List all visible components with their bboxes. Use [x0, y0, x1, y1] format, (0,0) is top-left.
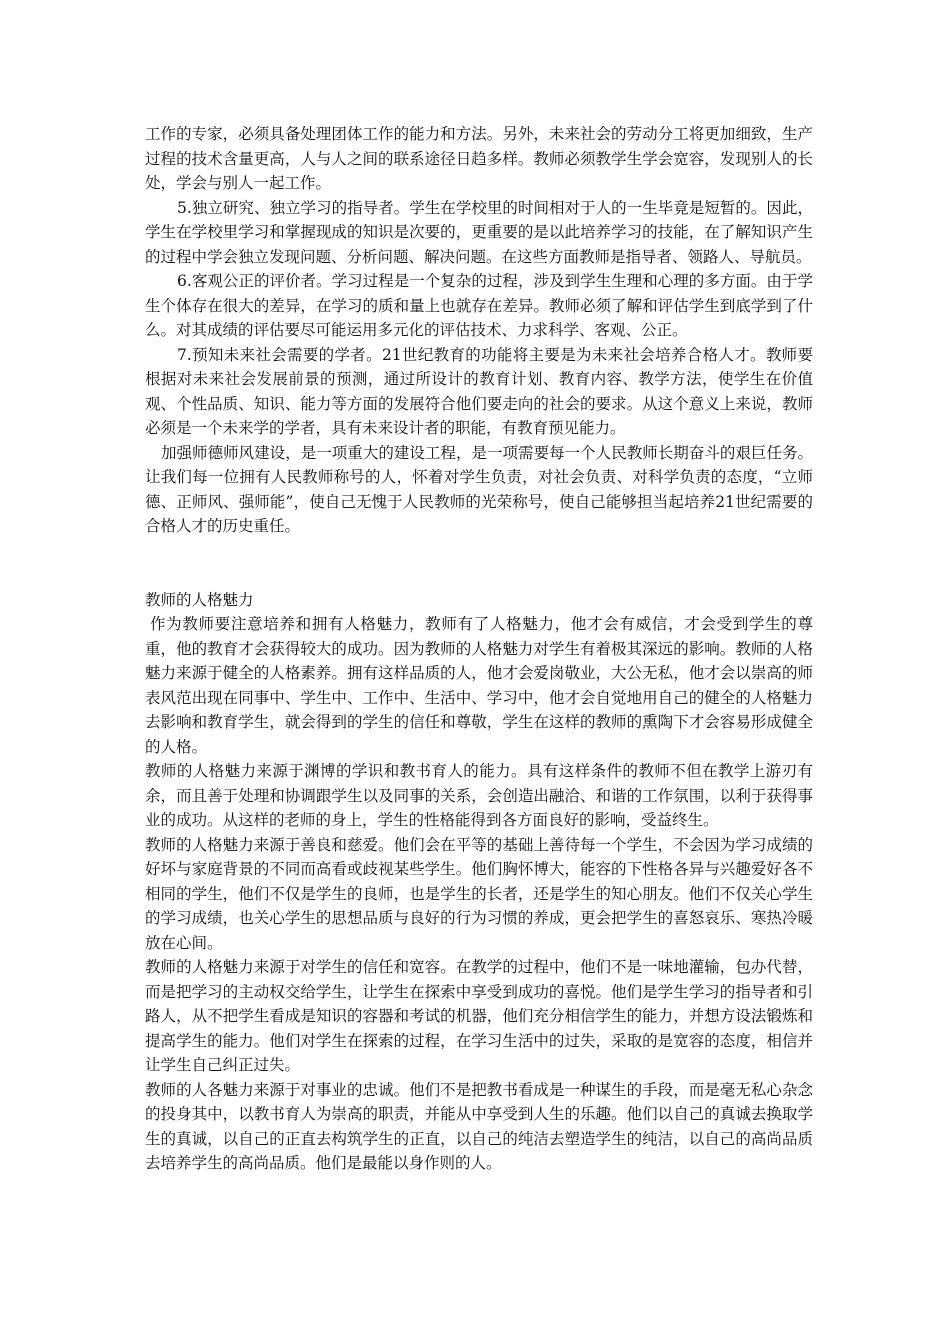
- paragraph-conclusion: 加强师德师风建设，是一项重大的建设工程，是一项需要每一个人民教师长期奋斗的艰巨任务。让我们每一位拥有人民教师称号的人，怀着对学生负责，对社会负责、对科学负责的态度，“立师德、正师风、强师能”，使自己无愧于人民教师的光荣称号，使自己能够担当起培养21世纪需要的合格人才的历史重任。: [145, 443, 813, 535]
- document-body: [145, 122, 813, 1176]
- paragraph-trust: 教师的人格魅力来源于对学生的信任和宽容。在教学的过程中，他们不是一味地灌输，包办代替，而是把学习的主动权交给学生，让学生在探索中享受到成功的喜悦。他们是学生学习的指导者和引路人，从不把学生看成是知识的容器和考试的机器，他们充分相信学生的能力，并想方设法锻炼和提高学生的能力。他们对学生在探索的过程，在学习生活中的过失，采取的是宽容的态度，相信并让学生自己纠正过失。: [145, 958, 813, 1074]
- paragraph-item-5: 5.独立研究、独立学习的指导者。学生在学校里的时间相对于人的一生毕竟是短暂的。因此，学生在学校里学习和掌握现成的知识是次要的，更重要的是以此培养学习的技能，在了解知识产生的过程中学会独立发现问题、分析问题、解决问题。在这些方面教师是指导者、领路人、导航员。: [145, 198, 813, 266]
- paragraph-continuation: 工作的专家，必须具备处理团体工作的能力和方法。另外，未来社会的劳动分工将更加细致，生产过程的技术含量更高，人与人之间的联系途径日趋多样。教师必须教学生学会宽容，发现别人的长处，学会与别人一起工作。: [145, 125, 813, 192]
- paragraph-intro: 作为教师要注意培养和拥有人格魅力，教师有了人格魅力，他才会有威信，才会受到学生的尊重，他的教育才会获得较大的成功。因为教师的人格魅力对学生有着极其深远的影响。教师的人格魅力来源于健全的人格素养。拥有这样品质的人，他才会爱岗敬业，大公无私，他才会以崇高的师表风范出现在同事中、学生中、工作中、生活中、学习中，他才会自觉地用自己的健全的人格魅力去影响和教育学生，就会得到的学生的信任和尊敬，学生在这样的教师的熏陶下才会容易形成健全的人格。: [145, 615, 813, 756]
- paragraph-knowledge: 教师的人格魅力来源于渊博的学识和教书育人的能力。具有这样条件的教师不但在教学上游刃有余，而且善于处理和协调跟学生以及同事的关系，会创造出融洽、和谐的工作氛围，以利于获得事业的成功。从这样的老师的身上，学生的性格能得到各方面良好的影响，受益终生。: [145, 762, 813, 829]
- paragraph-item-6: 6.客观公正的评价者。学习过程是一个复杂的过程，涉及到学生生理和心理的多方面。由于学生个体存在很大的差异，在学习的质和量上也就存在差异。教师必须了解和评估学生到底学到了什么。对其成绩的评估要尽可能运用多元化的评估技术、力求科学、客观、公正。: [145, 272, 813, 339]
- paragraph-loyalty: 教师的人各魅力来源于对事业的忠诚。他们不是把教书看成是一种谋生的手段，而是毫无私心杂念的投身其中，以教书育人为崇高的职责，并能从中享受到人生的乐趣。他们以自己的真诚去换取学生的真诚，以自己的正直去构筑学生的正直，以自己的纯洁去塑造学生的纯洁，以自己的高尚品质去培养学生的高尚品质。他们是最能以身作则的人。: [145, 1080, 813, 1172]
- section-title: 教师的人格魅力: [145, 590, 254, 609]
- paragraph-item-7: 7.预知未来社会需要的学者。21世纪教育的功能将主要是为未来社会培养合格人才。教师要根据对未来社会发展前景的预测，通过所设计的教育计划、教育内容、教学方法，使学生在价值观、个性品质、知识、能力等方面的发展符合他们要走向的社会的要求。从这个意义上来说，教师必须是一个未来学的学者，具有未来设计者的职能，有教育预见能力。: [145, 345, 813, 437]
- paragraph-kindness: 教师的人格魅力来源于善良和慈爱。他们会在平等的基础上善待每一个学生，不会因为学习成绩的好坏与家庭背景的不同而高看或歧视某些学生。他们胸怀博大，能容的下性格各异与兴趣爱好各不相同的学生，他们不仅是学生的良师，也是学生的长者，还是学生的知心朋友。他们不仅关心学生的学习成绩，也关心学生的思想品质与良好的行为习惯的养成，更会把学生的喜怒哀乐、寒热冷暖放在心间。: [145, 835, 813, 952]
- section-spacer: [145, 539, 813, 588]
